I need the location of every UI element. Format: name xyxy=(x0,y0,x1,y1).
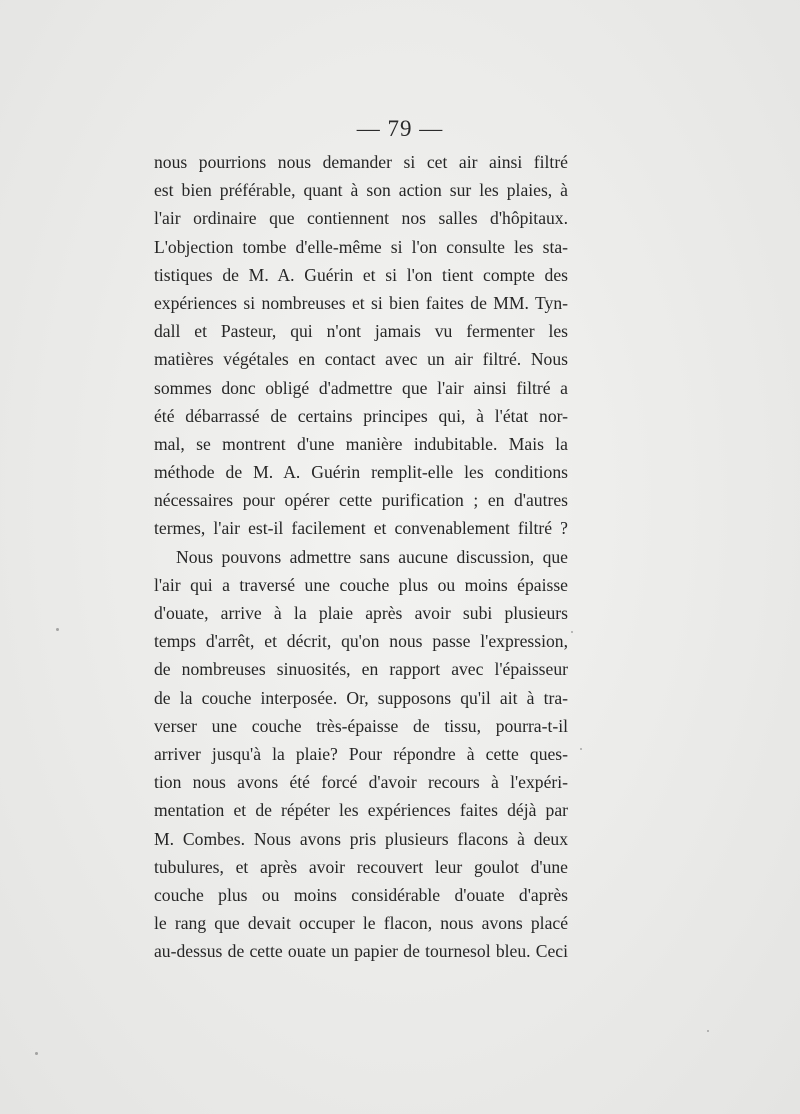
text-line: nous pourrions nous demander si cet air ainsi filtré xyxy=(154,152,568,172)
page-number: — 79 — xyxy=(356,116,444,141)
text-line: de nombreuses sinuosités, en rapport avec l'épaisseur xyxy=(154,659,568,680)
text-line: verser une couche très-épaisse de tissu, pourra-t-il xyxy=(154,715,568,736)
text-line: couche plus ou moins considérable d'ouate d'après xyxy=(154,884,568,905)
paper-speck xyxy=(707,1030,709,1032)
text-line: d'ouate, arrive à la plaie après avoir subi plusieurs xyxy=(154,603,568,623)
paper-speck xyxy=(35,1052,38,1055)
text-line: l'air qui a traversé une couche plus ou moins épaisse xyxy=(154,574,568,595)
text-line: temps d'arrêt, et décrit, qu'on nous passe l'expression, xyxy=(154,631,568,652)
text-line: matières végétales en contact avec un air filtré. Nous xyxy=(154,349,568,370)
text-line: été débarrassé de certains principes qui, à l'état nor- xyxy=(154,405,568,426)
text-line: est bien préférable, quant à son action sur les plaies, à xyxy=(154,180,568,201)
text-line: le rang que devait occuper le flacon, nous avons placé xyxy=(154,913,568,934)
text-line: dall et Pasteur, qui n'ont jamais vu fermenter les xyxy=(154,321,568,342)
text-line: arriver jusqu'à la plaie? Pour répondre à cette ques- xyxy=(154,743,568,764)
text-line: expériences si nombreuses et si bien faites de MM. Tyn- xyxy=(154,292,568,313)
text-line: au-dessus de cette ouate un papier de tournesol bleu. Ceci xyxy=(154,941,568,962)
text-line: termes, l'air est-il facilement et convenablement filtré ? xyxy=(154,518,568,539)
text-line: mal, se montrent d'une manière indubitable. Mais la xyxy=(154,433,568,454)
text-line: l'air ordinaire que contiennent nos salles d'hôpitaux. xyxy=(154,208,568,229)
paper-speck xyxy=(571,631,573,633)
text-line: de la couche interposée. Or, supposons qu'il ait à tra- xyxy=(154,687,568,708)
text-line: tion nous avons été forcé d'avoir recours à l'expéri- xyxy=(154,772,568,793)
paper-speck xyxy=(580,748,582,750)
body-text xyxy=(154,148,568,965)
text-line: L'objection tombe d'elle-même si l'on consulte les sta- xyxy=(154,236,568,257)
text-line: tubulures, et après avoir recouvert leur goulot d'une xyxy=(154,856,568,877)
paper-speck xyxy=(56,628,59,631)
text-line: Nous pouvons admettre sans aucune discussion, que xyxy=(176,546,568,567)
text-line: méthode de M. A. Guérin remplit-elle les conditions xyxy=(154,462,568,483)
text-line: sommes donc obligé d'admettre que l'air ainsi filtré a xyxy=(154,377,568,398)
text-line: mentation et de répéter les expériences faites déjà par xyxy=(154,800,568,821)
text-line: tistiques de M. A. Guérin et si l'on tient compte des xyxy=(154,264,568,285)
text-line: M. Combes. Nous avons pris plusieurs flacons à deux xyxy=(154,828,568,849)
text-line: nécessaires pour opérer cette purification ; en d'autres xyxy=(154,490,568,511)
